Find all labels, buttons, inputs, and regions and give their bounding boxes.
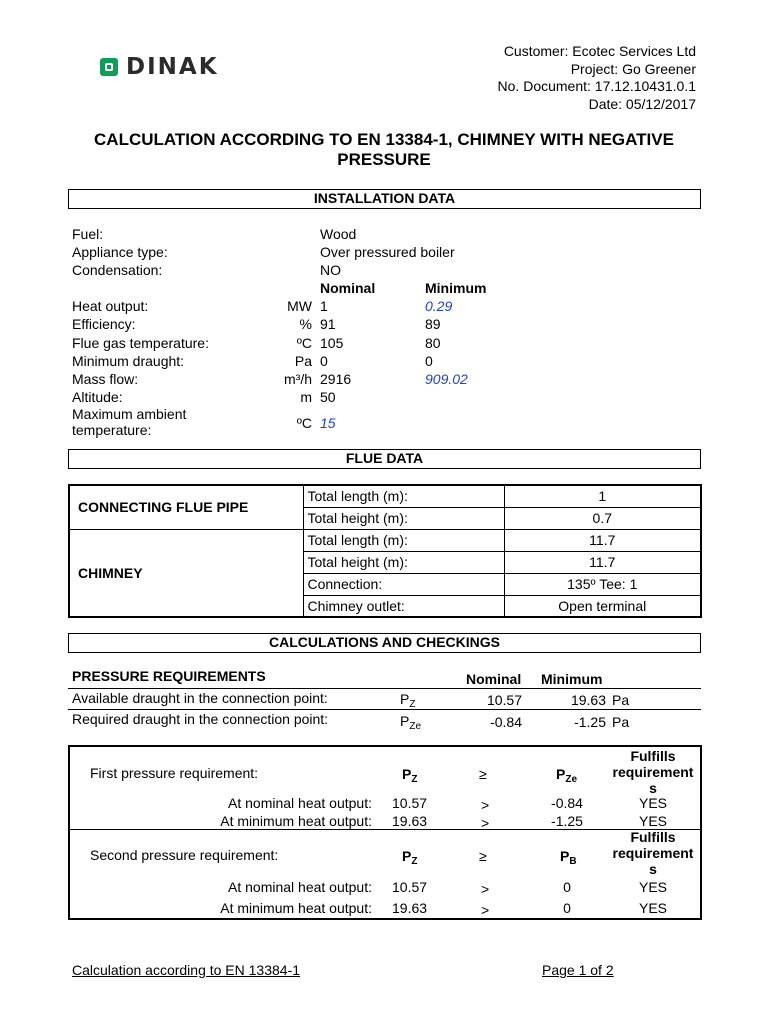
first-pz-letter: P xyxy=(402,766,412,782)
requirement-operator: > xyxy=(481,902,490,918)
requirement-rhs-value: -0.84 xyxy=(551,795,583,811)
flue-row-value: Open terminal xyxy=(504,595,701,617)
install-row-minimum: 0.29 xyxy=(425,298,453,314)
flue-row-label: Total height (m): xyxy=(303,551,504,573)
flue-row-label: Connection: xyxy=(303,573,504,595)
second-fulfills-header xyxy=(608,829,698,877)
second-pb-sub: B xyxy=(569,856,577,867)
calc-minimum-header: Minimum xyxy=(541,671,603,687)
customer-line: Customer: Ecotec Services Ltd xyxy=(503,43,696,59)
first-fulfills-header xyxy=(608,748,698,796)
install-row-unit: m xyxy=(300,389,312,405)
title-line-2: PRESSURE xyxy=(337,150,431,169)
document-number-line: No. Document: 17.12.10431.0.1 xyxy=(497,78,696,94)
install-row-nominal: 0 xyxy=(320,353,328,369)
minimum-column-header: Minimum xyxy=(425,280,487,296)
fulfills-line-2: requirement xyxy=(612,764,694,780)
ambient-temp-unit: ºC xyxy=(296,415,312,431)
flue-row-value: 135º Tee: 1 xyxy=(504,573,701,595)
install-row-nominal: 91 xyxy=(320,316,336,332)
ambient-label-line-1: Maximum ambient xyxy=(72,406,187,422)
requirement-result: YES xyxy=(638,879,667,895)
install-row-unit: Pa xyxy=(294,353,312,369)
required-unit: Pa xyxy=(612,714,630,730)
install-row-label: Flue gas temperature: xyxy=(72,335,209,351)
available-draught-label: Available draught in the connection point: xyxy=(72,690,328,706)
requirement-pz-value: 19.63 xyxy=(392,900,428,916)
requirement-pz-value: 19.63 xyxy=(392,813,428,829)
flue-row-value: 11.7 xyxy=(504,551,701,573)
fulfills2-line-1: Fulfills xyxy=(630,829,676,845)
second-pb-symbol xyxy=(560,847,577,871)
flue-row-label: Chimney outlet: xyxy=(303,595,504,617)
condensation-value: NO xyxy=(320,262,341,278)
appliance-type-value: Over pressured boiler xyxy=(320,244,455,260)
install-row-label: Efficiency: xyxy=(72,316,136,332)
fuel-label: Fuel: xyxy=(72,226,104,242)
page-title xyxy=(60,130,708,170)
pze-symbol: P xyxy=(400,713,410,729)
flue-row-label: Total length (m): xyxy=(303,529,504,551)
required-nominal-value: -0.84 xyxy=(490,714,522,730)
nominal-heat-output-label: At nominal heat output: xyxy=(228,879,372,895)
available-draught-symbol xyxy=(400,690,415,714)
install-row-unit: MW xyxy=(287,298,312,314)
installation-data-heading: INSTALLATION DATA xyxy=(68,189,701,209)
install-row-minimum: 80 xyxy=(425,335,441,351)
minimum-heat-output-label: At minimum heat output: xyxy=(220,813,372,829)
install-row-label: Mass flow: xyxy=(72,371,139,387)
first-pze-symbol xyxy=(556,765,577,789)
ambient-label-line-2: temperature: xyxy=(72,422,152,438)
second-geq-symbol: ≥ xyxy=(479,848,487,864)
install-row-nominal: 50 xyxy=(320,389,336,405)
first-geq-symbol: ≥ xyxy=(479,766,487,782)
second-pz-sub: Z xyxy=(411,856,418,867)
required-minimum-value: -1.25 xyxy=(574,714,606,730)
second-pz-letter: P xyxy=(402,848,412,864)
install-row-minimum: 0 xyxy=(425,353,433,369)
nominal-heat-output-label: At nominal heat output: xyxy=(228,795,372,811)
install-row-label: Heat output: xyxy=(72,298,149,314)
flue-table-row xyxy=(69,485,701,507)
requirement-operator: > xyxy=(481,815,490,831)
install-row-label: Minimum draught: xyxy=(72,353,185,369)
install-row-nominal: 1 xyxy=(320,298,328,314)
requirement-pz-value: 10.57 xyxy=(392,795,428,811)
required-draught-label: Required draught in the connection point: xyxy=(72,711,329,727)
minimum-heat-output-label: At minimum heat output: xyxy=(220,900,372,916)
install-row-unit: % xyxy=(299,316,312,332)
required-draught-symbol xyxy=(400,712,421,736)
flue-row-label: Total height (m): xyxy=(303,507,504,529)
chimney-label: CHIMNEY xyxy=(69,529,303,617)
ambient-temp-label xyxy=(72,406,186,438)
appliance-type-label: Appliance type: xyxy=(72,244,168,260)
fulfills-line-3: s xyxy=(649,780,657,796)
flue-row-label: Total length (m): xyxy=(303,485,504,507)
first-requirement-label: First pressure requirement: xyxy=(90,765,259,781)
requirement-rhs-value: 0 xyxy=(563,900,571,916)
pressure-requirements-heading: PRESSURE REQUIREMENTS xyxy=(72,668,266,684)
title-line-1: CALCULATION ACCORDING TO EN 13384-1, CHIMNEY WITH NEGATIVE xyxy=(94,130,674,149)
requirement-operator: > xyxy=(481,881,490,897)
fulfills-line-1: Fulfills xyxy=(630,748,676,764)
date-line: Date: 05/12/2017 xyxy=(588,95,696,112)
requirement-result: YES xyxy=(638,813,667,829)
fulfills2-line-3: s xyxy=(649,861,657,877)
available-nominal-value: 10.57 xyxy=(486,692,522,708)
calculations-heading: CALCULATIONS AND CHECKINGS xyxy=(68,633,701,653)
first-pze-sub: Ze xyxy=(565,774,578,785)
requirement-result: YES xyxy=(638,795,667,811)
calc-nominal-header: Nominal xyxy=(466,671,522,687)
flue-row-value: 1 xyxy=(504,485,701,507)
pze-subscript: Ze xyxy=(409,721,422,732)
install-row-unit: m³/h xyxy=(284,371,312,387)
project-line: Project: Go Greener xyxy=(570,60,696,77)
footer-title: Calculation according to EN 13384-1 xyxy=(72,962,301,978)
document-header-info xyxy=(498,43,696,113)
second-pz-symbol xyxy=(402,847,417,871)
page-number: Page 1 of 2 xyxy=(542,962,614,978)
first-pz-symbol xyxy=(402,765,417,789)
pz-symbol: P xyxy=(400,691,410,707)
install-row-nominal: 105 xyxy=(320,335,344,351)
install-row-minimum: 909.02 xyxy=(425,371,468,387)
flue-row-value: 0.7 xyxy=(504,507,701,529)
flue-table-row xyxy=(69,529,701,551)
company-logo xyxy=(100,56,219,78)
requirement-rhs-value: 0 xyxy=(563,879,571,895)
pz-subscript: Z xyxy=(409,699,416,710)
connecting-flue-pipe-label: CONNECTING FLUE PIPE xyxy=(69,485,303,529)
available-minimum-value: 19.63 xyxy=(570,692,606,708)
logo-mark-icon xyxy=(100,58,118,76)
fuel-value: Wood xyxy=(320,226,357,242)
requirement-pz-value: 10.57 xyxy=(392,879,428,895)
ambient-temp-value: 15 xyxy=(320,415,336,431)
install-row-nominal: 2916 xyxy=(320,371,352,387)
first-pze-letter: P xyxy=(556,766,566,782)
requirement-rhs-value: -1.25 xyxy=(551,813,583,829)
flue-row-value: 11.7 xyxy=(504,529,701,551)
requirement-result: YES xyxy=(638,900,667,916)
available-unit: Pa xyxy=(612,692,630,708)
second-requirement-label: Second pressure requirement: xyxy=(90,847,279,863)
flue-data-table xyxy=(68,484,702,618)
second-pb-letter: P xyxy=(560,848,570,864)
install-row-minimum: 89 xyxy=(425,316,441,332)
flue-data-heading: FLUE DATA xyxy=(68,449,701,469)
nominal-column-header: Nominal xyxy=(320,280,376,296)
condensation-label: Condensation: xyxy=(72,262,163,278)
fulfills2-line-2: requirement xyxy=(612,845,694,861)
requirement-operator: > xyxy=(481,797,490,813)
first-pz-sub: Z xyxy=(411,774,418,785)
logo-text: DINAK xyxy=(126,54,219,80)
install-row-unit: ºC xyxy=(296,335,312,351)
install-row-label: Altitude: xyxy=(72,389,123,405)
